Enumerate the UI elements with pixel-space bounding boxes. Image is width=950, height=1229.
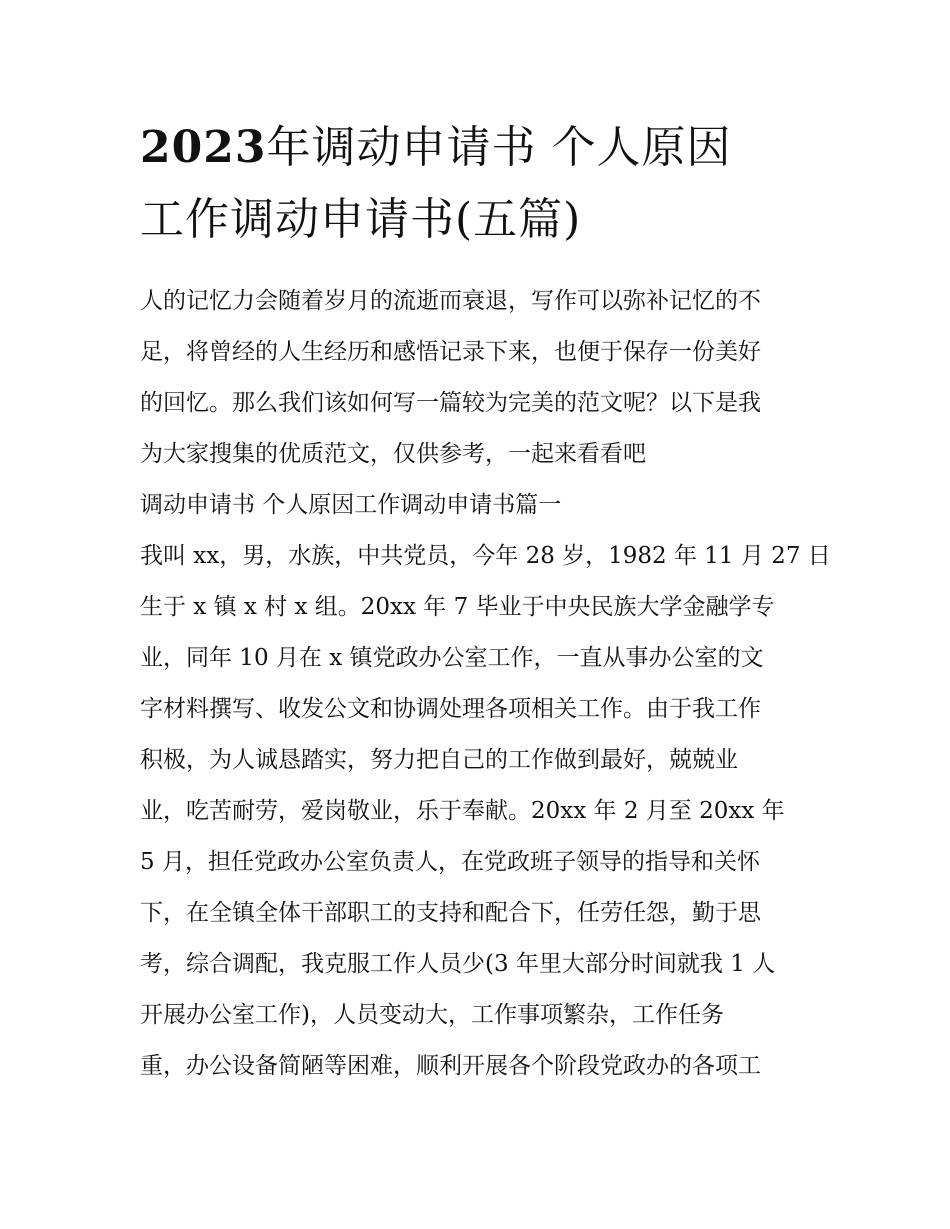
document-body xyxy=(140,276,831,1092)
body-line: 下，在全镇全体干部职工的支持和配合下，任劳任怨，勤于思 xyxy=(140,900,761,926)
body-line: 重，办公设备简陋等困难，顺利开展各个阶段党政办的各项工 xyxy=(140,1053,761,1079)
title-line-1 xyxy=(140,112,840,184)
body-line: 人的记忆力会随着岁月的流逝而衰退，写作可以弥补记忆的不 xyxy=(140,288,761,314)
section-heading: 调动申请书 个人原因工作调动申请书篇一 xyxy=(140,492,562,518)
title-line-2: 工作调动申请书(五篇) xyxy=(140,194,582,245)
body-line: 足，将曾经的人生经历和感悟记录下来，也便于保存一份美好 xyxy=(140,339,761,365)
title-year: 2023 xyxy=(140,122,267,173)
body-line: 开展办公室工作)，人员变动大，工作事项繁杂，工作任务 xyxy=(140,1002,724,1028)
title-line-1-text: 年调动申请书 个人原因 xyxy=(266,122,732,173)
body-line: 为大家搜集的优质范文，仅供参考，一起来看看吧 xyxy=(140,441,646,467)
body-line: 积极，为人诚恳踏实，努力把自己的工作做到最好，兢兢业 xyxy=(140,747,738,773)
body-line: 字材料撰写、收发公文和协调处理各项相关工作。由于我工作 xyxy=(140,696,761,722)
body-line: 生于 x 镇 x 村 x 组。20xx 年 7 毕业于中央民族大学金融学专 xyxy=(140,594,775,620)
body-line: 考，综合调配，我克服工作人员少(3 年里大部分时间就我 1 人 xyxy=(140,951,776,977)
body-line: 业，吃苦耐劳，爱岗敬业，乐于奉献。20xx 年 2 月至 20xx 年 xyxy=(140,798,785,824)
body-line: 我叫 xx，男，水族，中共党员，今年 28 岁，1982 年 11 月 27 日 xyxy=(140,543,831,569)
body-line: 业，同年 10 月在 x 镇党政办公室工作，一直从事办公室的文 xyxy=(140,645,764,671)
document-title xyxy=(140,112,840,256)
body-line: 5 月，担任党政办公室负责人，在党政班子领导的指导和关怀 xyxy=(140,849,760,875)
body-line: 的回忆。那么我们该如何写一篇较为完美的范文呢？以下是我 xyxy=(140,390,761,416)
